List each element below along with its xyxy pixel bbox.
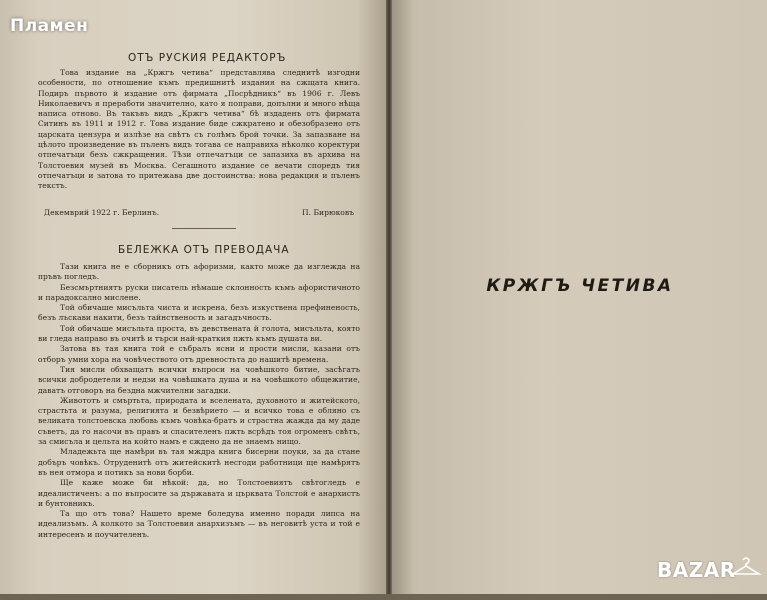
editor-note-date: Декемврий 1922 г. Берлинъ. (44, 208, 160, 217)
translator-note-paragraph: Тази книга не е сборникъ отъ афоризми, както може да изглежда на пръвъ погледъ. (38, 262, 360, 282)
book-title: КРЖГЪ ЧЕТИВА (486, 276, 674, 296)
bazar-logo (657, 554, 762, 588)
right-page (392, 0, 767, 600)
hanger-icon (657, 554, 762, 588)
editor-note-signature: П. Бирюковъ (302, 208, 354, 217)
bazar-logo-text: BAZAR (657, 558, 736, 582)
translator-note-paragraph: Той обичаше мисъльта чиста и искрена, безъ изкуствена префиненость, безъ лъскави накити, безъ тайнственость и загадъчность. (38, 303, 360, 323)
translator-note-paragraph: Той обичаше мисъльта проста, въ девствената й голота, мисъльта, която ви гледа направо въ очитѣ и търси най-краткия пжть къмъ душата ви. (38, 323, 360, 344)
editor-note-signature-row (44, 208, 354, 217)
section-divider (172, 228, 236, 229)
editor-note-title: ОТЪ РУСКИЯ РЕДАКТОРЪ (128, 52, 287, 64)
page-edge (0, 594, 767, 600)
translator-note-paragraph: Безсмъртниятъ руски писатель нѣмаше склонность къмъ афористичното и парадоксално мислене. (38, 282, 360, 302)
translator-note-body (38, 262, 360, 540)
translator-note-paragraph: Та що отъ това? Нашето време боледува именно поради липса на идеализъмъ. А колкото за Толстоевия анархизъмъ — въ неговитѣ уста и той е интересенъ и поучителенъ. (38, 509, 360, 539)
watermark-seller-name: Пламен (10, 16, 89, 36)
translator-note-paragraph: Затова въ тая книга той е събралъ ясни и прости мисли, казани отъ отборъ умни хора на човѣчеството отъ древностьта до нашитѣ времена. (38, 344, 360, 364)
translator-note-paragraph: Тия мисли обхващатъ всички въпроси на човѣшкото битие, засѣгатъ всички добродетели и недзи на човѣшката душа и на човѣшкото общежитие, даватъ отговоръ на бездна мжчителни загадки. (38, 364, 360, 395)
translator-note-title: БЕЛЕЖКА ОТЪ ПРЕВОДАЧА (118, 244, 290, 256)
translator-note-paragraph: Ще каже може би нѣкой: да, но Толстоевиятъ свѣтогледъ е идеалистиченъ: а по въпросите за държавата и църквата Толстой е анархистъ и бунтовникъ. (38, 478, 360, 508)
translator-note-paragraph: Младежьта ще намѣри въ тая мждра книга бисерни поуки, за да стане добъръ човѣкъ. Отруденитѣ отъ житейскитѣ несгоди работници ще намѣрятъ въ нея отмора и потикъ за нови борби. (38, 447, 360, 477)
editor-note-body (38, 68, 360, 192)
editor-note-paragraph: Това издание на „Кржгъ четива“ представлява следнитѣ изгодни особености, по отношение къмъ предишнитѣ издания на сжщата книга. Подиръ първото й издание отъ фирмата „Посрѣдникъ“ въ 1906 г. Левъ Николаевичъ я преработи значително, като я поправи, допълни и много нѣща написа отново. Въ такъвъ видъ „Кржгъ четива“ бѣ издаденъ отъ фирмата Ситинъ въ 1911 и 1912 г. Това издание биде сжкратено и обезобразено отъ царската цензура и излѣзе на свѣтъ съ голѣмъ брой точки. За запазване на цѣлото произведение въ пъленъ видъ тогава се направиха нѣколко коректури отпечатъци безъ сжкращения. Тѣзи отпечатъци се запазиха въ архива на Толстоевия музей въ Москва. Сегашното издание се вечати споредъ тия отпечатъци и затова то притежава две достоинства: нова редакция и пъленъ текстъ. (38, 68, 360, 191)
translator-note-paragraph: Живототъ и смъртьта, природата и вселената, духовното и житейското, страстьта и разума, религията и безвѣрието — и всичко това е обляно съ великата толстоевска любовь къмъ човѣка-братъ и страстна жажда да му даде съветъ, да го насочи въ правъ и спасителенъ пжть всрѣдъ тоя огроменъ свѣтъ, за смисъла и цельта на който намъ е сжденo да не знаемъ нищо. (38, 395, 360, 447)
